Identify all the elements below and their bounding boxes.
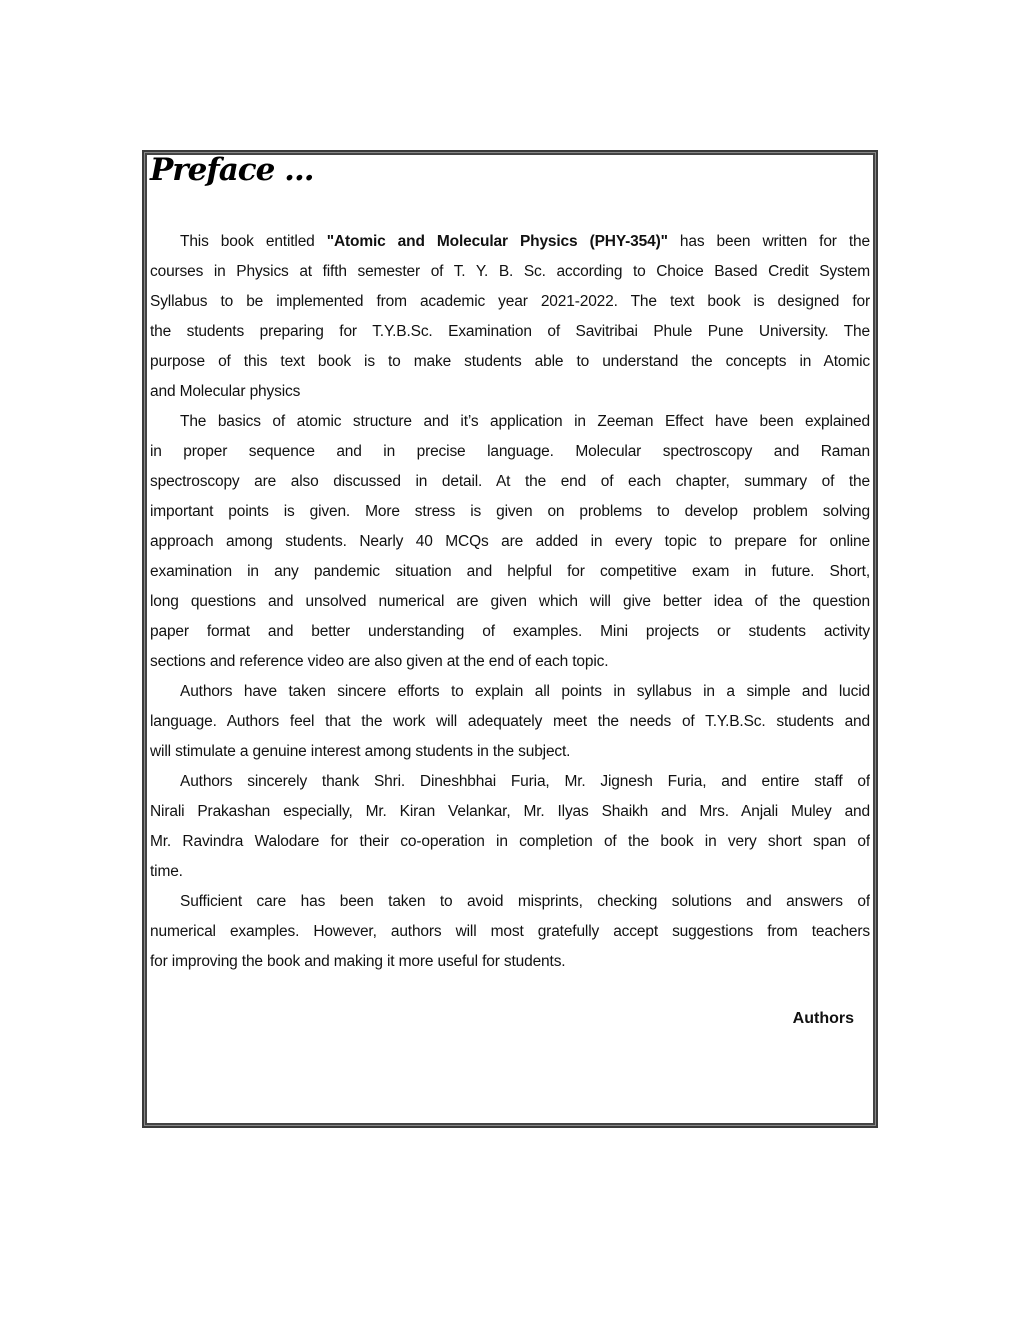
preface-body [150,229,870,979]
paragraph-line: in proper sequence and in precise language. Molecular spectroscopy and Raman [150,443,870,460]
paragraph-line: important points is given. More stress is given on problems to develop problem solving [150,503,870,520]
text: This book entitled [180,233,327,250]
text: has been written for the [667,233,870,250]
paragraph-line: purpose of this text book is to make students able to understand the concepts in Atomic [150,353,870,370]
paragraph-line: examination in any pandemic situation and helpful for competitive exam in future. Short, [150,563,870,580]
paragraph-line: Nirali Prakashan especially, Mr. Kiran Velankar, Mr. Ilyas Shaikh and Mrs. Anjali Muley and [150,803,870,820]
paragraph-line [150,229,870,259]
book-title: "Atomic and Molecular Physics (PHY-354)" [326,233,668,250]
paragraph-line: Authors sincerely thank Shri. Dineshbhai Furia, Mr. Jignesh Furia, and entire staff of [180,773,870,790]
paragraph-line: Sufficient care has been taken to avoid misprints, checking solutions and answers of [180,893,870,910]
paragraph-line: spectroscopy are also discussed in detail. At the end of each chapter, summary of the [150,473,870,490]
paragraph-line: Mr. Ravindra Walodare for their co-operation in completion of the book in very short span of [150,833,870,850]
paragraph-line: sections and reference video are also given at the end of each topic. [150,653,609,670]
page-title: Preface ... [150,152,314,188]
paragraph-line: numerical examples. However, authors will most gratefully accept suggestions from teachers [150,923,870,940]
paragraph-line: the students preparing for T.Y.B.Sc. Examination of Savitribai Phule Pune University. The [150,323,870,340]
paragraph-line: for improving the book and making it more useful for students. [150,953,566,970]
paragraph-line: courses in Physics at fifth semester of T. Y. B. Sc. according to Choice Based Credit System [150,263,870,280]
paragraph-line: The basics of atomic structure and it’s application in Zeeman Effect have been explained [180,413,870,430]
paragraph-line: long questions and unsolved numerical are given which will give better idea of the question [150,593,870,610]
paragraph-line: will stimulate a genuine interest among students in the subject. [150,743,571,760]
paragraph-line: Authors have taken sincere efforts to explain all points in syllabus in a simple and lucid [180,683,870,700]
paragraph-line: paper format and better understanding of examples. Mini projects or students activity [150,623,870,640]
paragraph-line: Syllabus to be implemented from academic year 2021-2022. The text book is designed for [150,293,870,310]
paragraph-line: approach among students. Nearly 40 MCQs are added in every topic to prepare for online [150,533,870,550]
paragraph-line: time. [150,863,183,880]
paragraph-line: language. Authors feel that the work will adequately meet the needs of T.Y.B.Sc. students and [150,713,870,730]
signature: Authors [792,1010,854,1027]
paragraph-line: and Molecular physics [150,383,301,400]
